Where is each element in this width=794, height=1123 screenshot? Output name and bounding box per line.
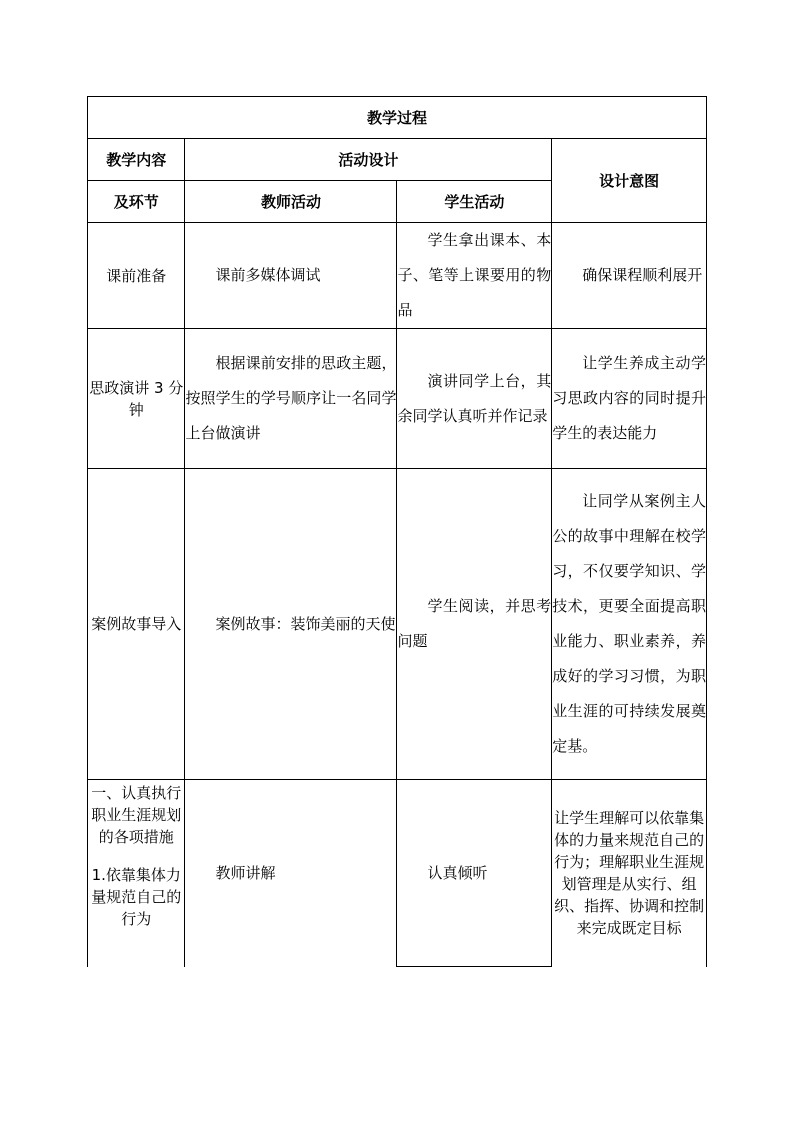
row-student: 学生阅读，并思考问题	[397, 469, 552, 780]
row-student: 演讲同学上台，其余同学认真听并作记录	[397, 329, 552, 469]
row-section: 思政演讲 3 分钟	[88, 329, 185, 469]
header-student: 学生活动	[397, 181, 552, 223]
table-row	[88, 223, 707, 329]
row-student: 学生拿出课本、本子、笔等上课要用的物品	[397, 223, 552, 329]
table-title: 教学过程	[88, 97, 707, 139]
row-section	[88, 780, 185, 967]
header-teacher: 教师活动	[185, 181, 397, 223]
row-section: 案例故事导入	[88, 469, 185, 780]
row-intent: 让学生理解可以依靠集体的力量来规范自己的行为；理解职业生涯规划管理是从实行、组织、指挥、协调和控制来完成既定目标	[552, 780, 707, 967]
header-intent: 设计意图	[552, 139, 707, 223]
header-section-line2: 及环节	[88, 181, 185, 223]
row-teacher: 案例故事：装饰美丽的天使	[185, 469, 397, 780]
lesson-process-table	[87, 96, 707, 967]
header-section-line1: 教学内容	[88, 139, 185, 181]
row-intent: 确保课程顺利展开	[552, 223, 707, 329]
table-row	[88, 469, 707, 780]
row-intent: 让学生养成主动学习思政内容的同时提升学生的表达能力	[552, 329, 707, 469]
table-row	[88, 780, 707, 967]
row-teacher: 课前多媒体调试	[185, 223, 397, 329]
row-intent: 让同学从案例主人公的故事中理解在校学习，不仅要学知识、学技术，更要全面提高职业能力、职业素养，养成好的学习习惯，为职业生涯的可持续发展奠定基。	[552, 469, 707, 780]
section-title: 一、认真执行职业生涯规划的各项措施	[91, 784, 182, 846]
section-subtitle: 1.依靠集体力量规范自己的行为	[91, 866, 182, 928]
row-teacher: 根据课前安排的思政主题，按照学生的学号顺序让一名同学上台做演讲	[185, 329, 397, 469]
table-row	[88, 329, 707, 469]
header-activity-design: 活动设计	[185, 139, 552, 181]
row-student: 认真倾听	[397, 780, 552, 967]
row-section: 课前准备	[88, 223, 185, 329]
row-teacher: 教师讲解	[185, 780, 397, 967]
